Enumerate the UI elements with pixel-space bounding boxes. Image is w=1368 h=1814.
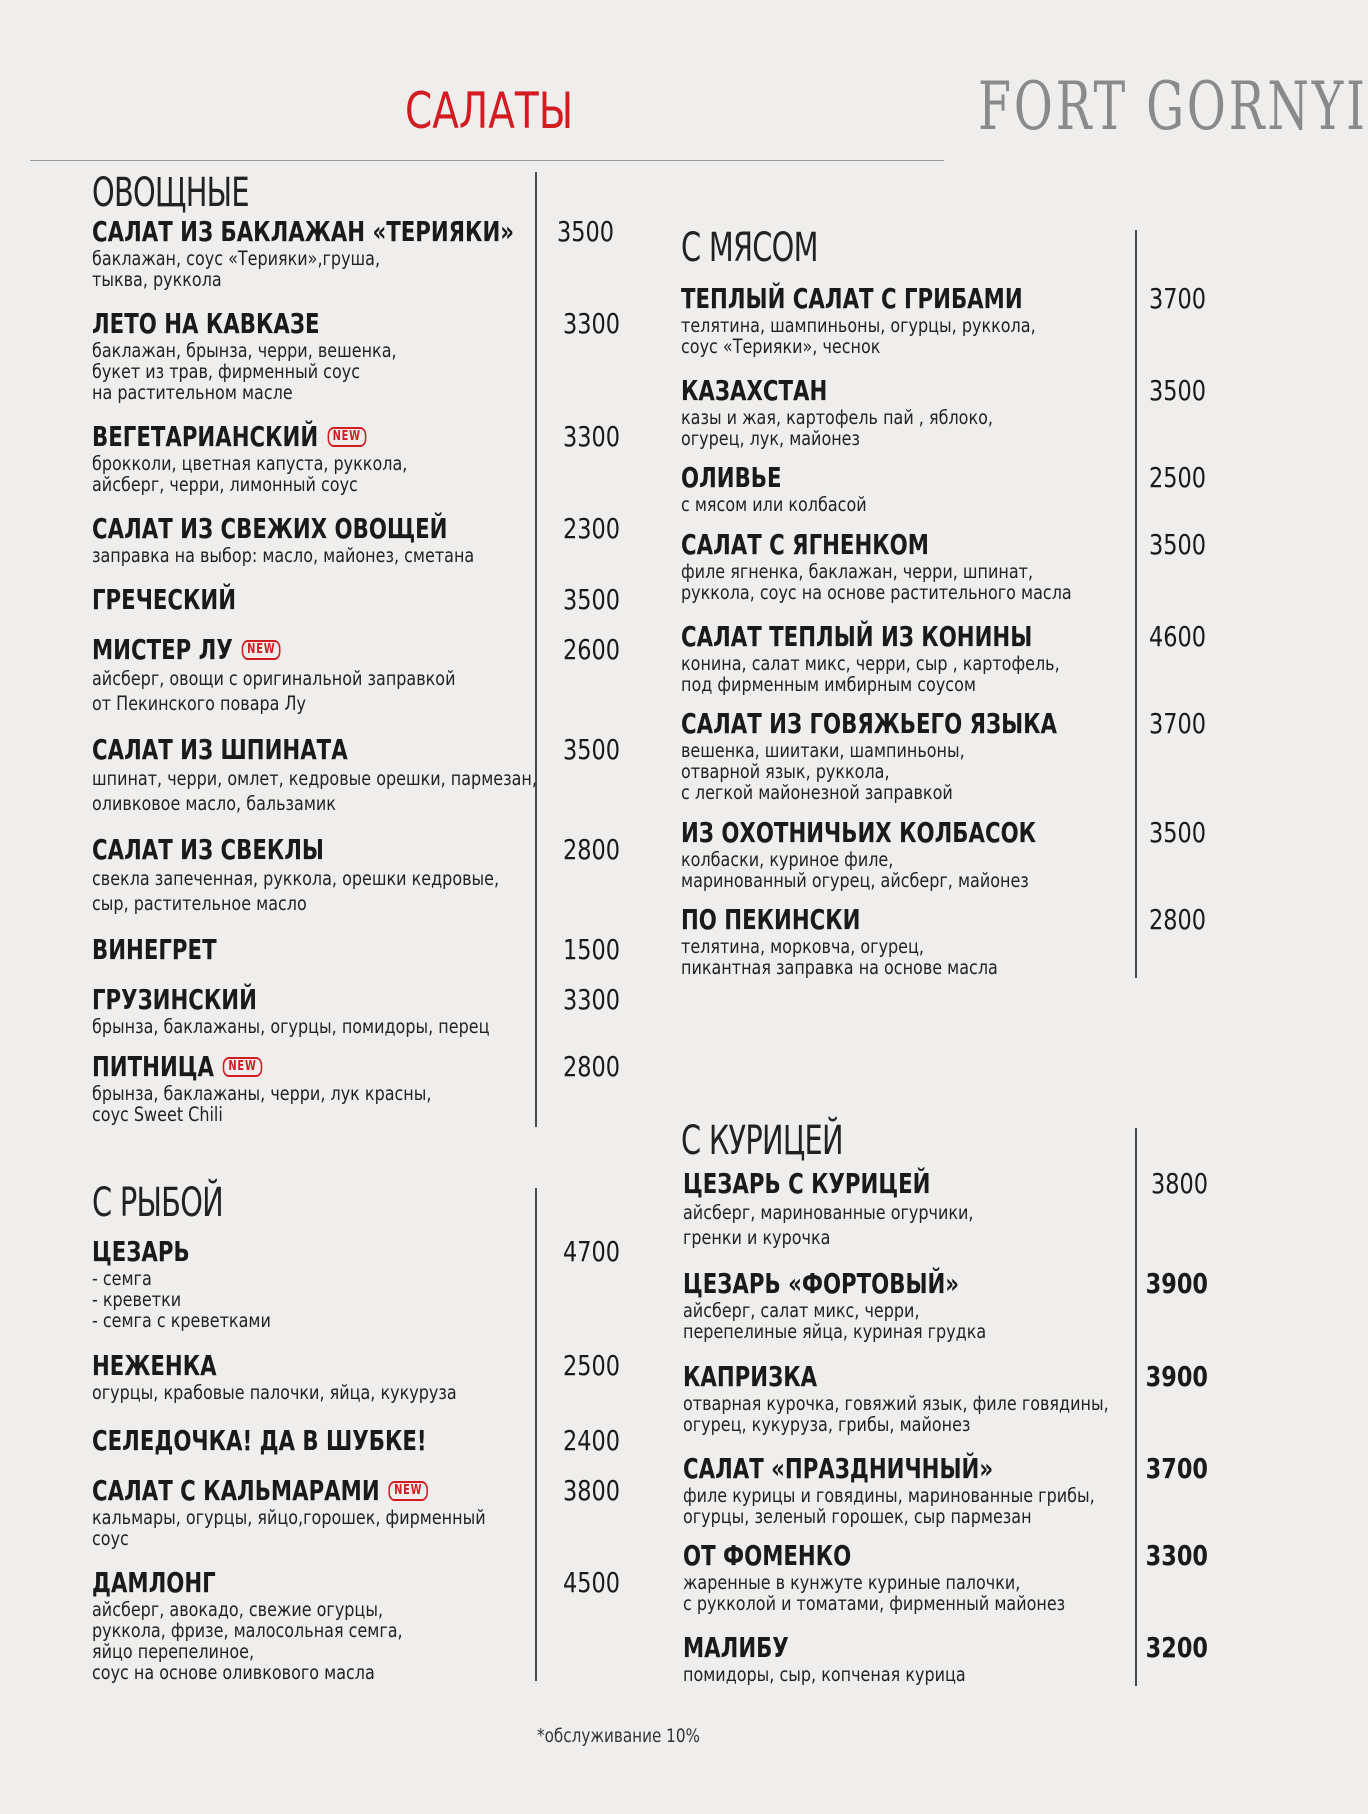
item-name: САЛАТ ИЗ СВЕЖИХ ОВОЩЕЙ [92,512,448,545]
item-name: САЛАТ ИЗ ШПИНАТА [92,733,348,766]
item-name: САЛАТ С КАЛЬМАРАМИ [92,1474,380,1507]
menu-item [681,462,907,515]
section-title-meat: С МЯСОМ [681,225,818,271]
section-title-vegetable: ОВОЩНЫЕ [92,170,249,216]
item-name: МАЛИБУ [683,1631,789,1664]
item-name: ГРУЗИНСКИЙ [92,983,257,1016]
item-description: брынза, баклажаны, черри, лук красны, соус Sweet Chili [92,1082,432,1126]
item-name: ГРЕЧЕСКИЙ [92,583,237,616]
menu-item [681,375,1061,449]
item-name: ОТ ФОМЕНКО [683,1539,852,1572]
menu-item [681,529,1157,603]
new-badge: NEW [327,427,366,447]
menu-item [92,513,560,566]
item-description: баклажан, соус «Терияки»,груша, тыква, руккола [92,247,381,291]
item-price: 3200 [1145,1631,1208,1664]
menu-item [683,1632,1028,1685]
item-name: САЛАТ «ПРАЗДНИЧНЫЙ» [683,1452,994,1485]
page-title: САЛАТЫ [405,82,574,140]
menu-item [92,1567,471,1683]
item-name: ЛЕТО НА КАВКАЗЕ [92,307,320,340]
section-title-chicken: С КУРИЦЕЙ [681,1118,843,1164]
item-description: жаренные в кунжуте куриные палочки, с рукколой и томатами, фирменный майонез [683,1571,1066,1615]
item-name: ВИНЕГРЕТ [92,933,217,966]
item-price: 4700 [562,1235,620,1268]
item-price: 2800 [562,1050,620,1083]
item-price: 4600 [1148,620,1206,653]
menu-item [92,934,256,966]
item-description: айсберг, салат микс, черри, перепелиные яйца, куриная грудка [683,1299,987,1343]
item-price: 2800 [562,833,620,866]
item-price: 3500 [556,215,614,248]
menu-item [681,904,1067,978]
item-description: помидоры, сыр, копченая курица [683,1663,966,1686]
item-name: ЦЕЗАРЬ [92,1235,190,1268]
item-price: 3500 [562,733,620,766]
item-description: брокколи, цветная капуста, руккола, айсберг, черри, лимонный соус [92,452,408,496]
item-name: НЕЖЕНКА [92,1349,217,1382]
item-price: 3300 [562,307,620,340]
menu-item [683,1540,1149,1614]
menu-item [681,283,1131,357]
new-badge: NEW [389,1481,428,1501]
item-price: 3700 [1148,707,1206,740]
item-price: 3300 [562,420,620,453]
menu-item [92,1236,310,1331]
item-price: 3300 [562,983,620,1016]
menu-item [681,817,1148,891]
item-description: огурцы, крабовые палочки, яйца, кукуруза [92,1381,457,1404]
menu-item [92,584,282,616]
menu-item [92,984,577,1037]
item-price: 1500 [562,933,620,966]
item-price: 3900 [1145,1267,1208,1300]
brand-logo: FORT GORNYI [978,68,1368,145]
item-name: ПИТНИЦА [92,1050,214,1083]
menu-item [92,834,588,916]
item-price: 3800 [562,1474,620,1507]
menu-item [92,308,463,403]
item-name-row [92,1475,457,1507]
item-description: айсберг, овощи с оригинальной заправкой от Пекинского повара Лу [92,667,456,715]
item-description: свекла запеченная, руккола, орешки кедровые, сыр, растительное масло [92,867,500,915]
item-name: ОЛИВЬЕ [681,461,782,494]
item-description: телятина, морковча, огурец, пикантная заправка на основе масла [681,935,998,979]
item-description: отварная курочка, говяжий язык, филе говядины, огурец, кукуруза, грибы, майонез [683,1392,1109,1436]
item-description: баклажан, брынза, черри, вешенка, букет из трав, фирменный соус на растительном масле [92,339,397,404]
item-price: 2400 [562,1424,620,1457]
item-name: СЕЛЕДОЧКА! ДА В ШУБКЕ! [92,1424,427,1457]
item-price: 3700 [1148,282,1206,315]
new-badge: NEW [242,640,281,660]
item-name: ТЕПЛЫЙ САЛАТ С ГРИБАМИ [681,282,1023,315]
item-name: КАЗАХСТАН [681,374,828,407]
item-description: вешенка, шиитаки, шампиньоны, отварной язык, руккола, с легкой майонезной заправкой [681,739,965,804]
service-charge-note: *обслуживание 10% [537,1725,700,1747]
item-name: ДАМЛОНГ [92,1566,216,1599]
item-name: САЛАТ ИЗ СВЕКЛЫ [92,833,324,866]
item-price: 2300 [562,512,620,545]
menu-item [92,421,477,495]
item-description: конина, салат микс, черри, сыр , картофель, под фирменным имбирным соусом [681,652,1060,696]
item-description: брынза, баклажаны, огурцы, помидоры, перец [92,1015,490,1038]
item-name: ВЕГЕТАРИАНСКИЙ [92,420,319,453]
menu-item [92,1425,532,1457]
item-description: кальмары, огурцы, яйцо,горошек, фирменный соус [92,1506,486,1550]
menu-item [683,1168,1037,1250]
menu-item [92,1475,572,1549]
item-price: 2500 [562,1349,620,1382]
item-price: 4500 [562,1566,620,1599]
item-name: ЦЕЗАРЬ С КУРИЦЕЙ [683,1167,931,1200]
item-description: казы и жая, картофель пай , яблоко, огурец, лук, майонез [681,406,993,450]
item-name: САЛАТ ТЕПЛЫЙ ИЗ КОНИНЫ [681,620,1033,653]
menu-item [92,1350,537,1403]
item-description: - семга - креветки - семга с креветками [92,1267,271,1332]
item-price: 3500 [1148,816,1206,849]
item-description: шпинат, черри, омлет, кедровые орешки, пармезан, оливковое масло, бальзамик [92,767,537,815]
section-title-fish: С РЫБОЙ [92,1180,223,1226]
menu-item [92,1051,506,1125]
item-name-row [92,421,384,453]
item-name: САЛАТ ИЗ ГОВЯЖЬЕГО ЯЗЫКА [681,707,1058,740]
item-price: 3800 [1150,1167,1208,1200]
new-badge: NEW [223,1057,262,1077]
menu-item [92,634,535,716]
item-name-row [92,634,429,666]
item-name: САЛАТ С ЯГНЕНКОМ [681,528,929,561]
item-name: ЦЕЗАРЬ «ФОРТОВЫЙ» [683,1267,960,1300]
item-name-row [92,1051,407,1083]
item-price: 3300 [1145,1539,1208,1572]
title-divider [30,160,944,161]
menu-item [681,708,1176,803]
item-name: ИЗ ОХОТНИЧЬИХ КОЛБАСОК [681,816,1037,849]
item-description: телятина, шампиньоны, огурцы, руккола, соус «Терияки», чеснок [681,314,1036,358]
item-description: филе курицы и говядины, маринованные грибы, огурцы, зеленый горошек, сыр пармезан [683,1484,1095,1528]
item-description: с мясом или колбасой [681,493,867,516]
item-name: САЛАТ ИЗ БАКЛАЖАН «ТЕРИЯКИ» [92,215,515,248]
item-description: айсберг, маринованные огурчики, гренки и курочка [683,1201,974,1249]
menu-item [683,1453,1185,1527]
item-description: филе ягненка, баклажан, черри, шпинат, руккола, соус на основе растительного масла [681,560,1072,604]
item-description: айсберг, авокадо, свежие огурцы, руккола, фризе, малосольная семга, яйцо перепелиное, соус на основе оливкового масла [92,1598,403,1684]
item-name: ПО ПЕКИНСКИ [681,903,861,936]
item-price: 3900 [1145,1360,1208,1393]
item-price: 3700 [1145,1452,1208,1485]
item-price: 2800 [1148,903,1206,936]
item-description: заправка на выбор: масло, майонез, сметана [92,544,475,567]
item-price: 3500 [562,583,620,616]
item-price: 2500 [1148,461,1206,494]
menu-item [683,1268,1053,1342]
item-price: 3500 [1148,374,1206,407]
item-price: 3500 [1148,528,1206,561]
item-price: 2600 [562,633,620,666]
menu-item [681,621,1143,695]
item-description: колбаски, куриное филе, маринованный огурец, айсберг, майонез [681,848,1029,892]
item-name: МИСТЕР ЛУ [92,633,233,666]
item-name: КАПРИЗКА [683,1360,818,1393]
